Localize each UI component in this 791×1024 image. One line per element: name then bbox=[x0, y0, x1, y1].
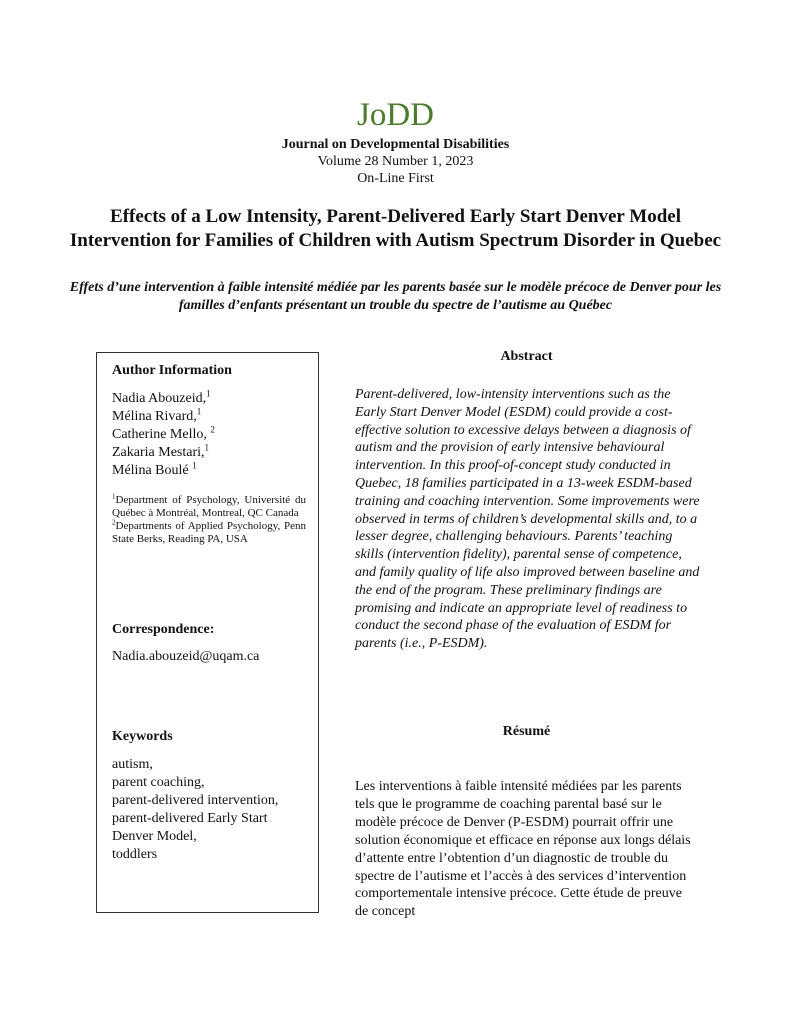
keyword-item: toddlers bbox=[112, 847, 158, 862]
correspondence-heading: Correspondence: bbox=[112, 622, 215, 637]
journal-name: Journal on Developmental Disabilities bbox=[281, 137, 510, 152]
resume-heading: Résumé bbox=[502, 724, 551, 739]
article-title-french: Effets d’une intervention à faible intensité médiée par les parents basée sur le modèle précoce de Denver pour les familles d’enfants présentant un trouble du spectre de l’autisme au Québec bbox=[69, 280, 722, 313]
keywords-heading: Keywords bbox=[112, 729, 173, 744]
affiliation-item: $^1$Department of Psychology, Université du Québec à Montréal, Montreal, QC Canada bbox=[112, 492, 306, 519]
journal-logo: JoDD bbox=[356, 97, 434, 133]
author-list bbox=[112, 390, 306, 480]
publication-status: On-Line First bbox=[357, 171, 434, 186]
abstract-text: Parent-delivered, low-intensity interventions such as the Early Start Denver Model (ESDM) could provide a cost-effective solution to excessive delays between a diagnosis of autism and the provision of early intensive behavioural intervention. In this proof-of-concept study conducted in Quebec, 18 families participated in a 13-week ESDM-based training and coaching intervention. Some improvements were observed in terms of children’s developmental skills and, to a lesser degree, challenging behaviours. Parents’ teaching skills (intervention fidelity), parental sense of competence, and family quality of life also improved between baseline and the end of the program. These preliminary findings are promising and indicate an appropriate level of readiness to conduct the second phase of the evaluation of ESDM for parents (i.e., P-ESDM). bbox=[355, 387, 700, 652]
author-name: Zakaria Mestari,$^1$ bbox=[112, 442, 210, 460]
abstract-heading: Abstract bbox=[500, 349, 553, 364]
keyword-item: autism, bbox=[112, 757, 153, 772]
correspondence-email: Nadia.abouzeid@uqam.ca bbox=[112, 649, 260, 664]
affiliation-item: $^2$Departments of Applied Psychology, Penn State Berks, Reading PA, USA bbox=[112, 518, 306, 545]
keyword-item: parent-delivered Early Start Denver Model, bbox=[112, 811, 268, 844]
keyword-list bbox=[112, 756, 306, 864]
keyword-item: parent coaching, bbox=[112, 775, 205, 790]
volume-issue: Volume 28 Number 1, 2023 bbox=[317, 154, 474, 169]
resume-text: Les interventions à faible intensité médiées par les parents tels que le programme de coaching parental basé sur le modèle précoce de Denver (P-ESDM) pourrait offrir une solution économique et efficace en réponse aux longs délais d’attente entre l’obtention d’un diagnostic de trouble du spectre de l’autisme et l’accès à des services d’intervention comportementale intensive précoce. Cette étude de preuve de concept bbox=[355, 779, 691, 920]
author-info-heading: Author Information bbox=[112, 363, 232, 378]
author-name: Mélina Boulé $^1$ bbox=[112, 460, 197, 478]
article-title-english: Effects of a Low Intensity, Parent-Delivered Early Start Denver Model Intervention for Families of Children with Autism Spectrum Disorder in Quebec bbox=[69, 206, 722, 251]
author-name: Catherine Mello, $^2$ bbox=[112, 424, 215, 442]
author-information-box bbox=[96, 352, 319, 913]
author-name: Nadia Abouzeid,$^1$ bbox=[112, 388, 211, 406]
affiliations bbox=[112, 494, 306, 546]
keyword-item: parent-delivered intervention, bbox=[112, 793, 279, 808]
author-name: Mélina Rivard,$^1$ bbox=[112, 406, 202, 424]
